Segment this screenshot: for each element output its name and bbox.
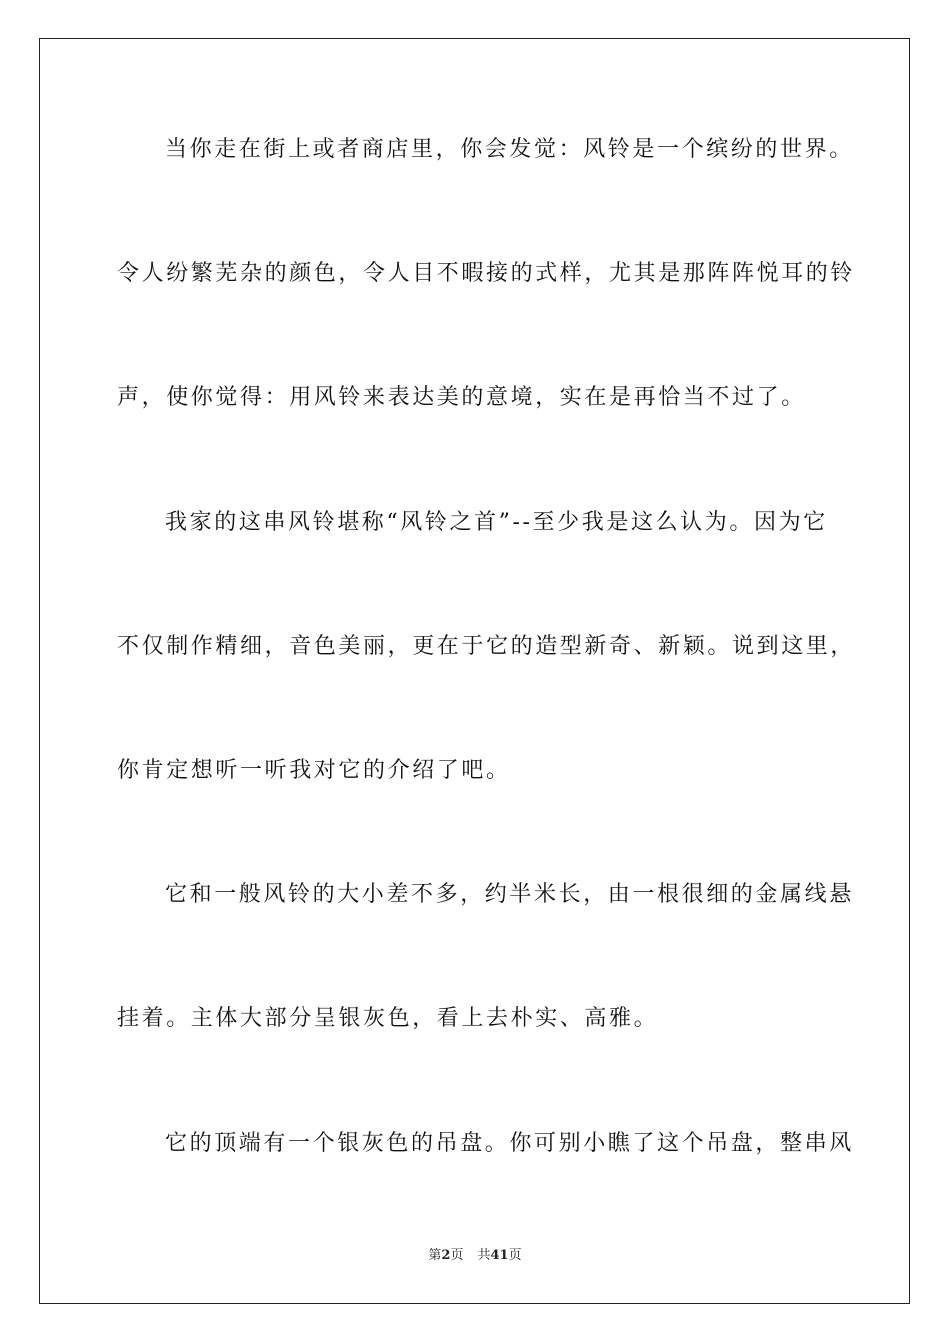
paragraph-1-line-1: 当你走在街上或者商店里，你会发觉：风铃是一个缤纷的世界。 <box>165 137 854 162</box>
footer-page-prefix: 第 <box>428 1248 442 1263</box>
paragraph-3-line-1: 它和一般风铃的大小差不多，约半米长，由一根很细的金属线悬 <box>165 882 854 907</box>
paragraph-2-line-3: 你肯定想听一听我对它的介绍了吧。 <box>117 758 511 783</box>
paragraph-2-line-1: 我家的这串风铃堪称“风铃之首”--至少我是这么认为。因为它 <box>165 510 828 535</box>
paragraph-3-line-2: 挂着。主体大部分呈银灰色，看上去朴实、高雅。 <box>117 1006 659 1031</box>
footer-page-suffix: 页 <box>450 1248 464 1263</box>
paragraph-4-line-1: 它的顶端有一个银灰色的吊盘。你可别小瞧了这个吊盘，整串风 <box>165 1131 854 1156</box>
footer-total-suffix: 页 <box>508 1248 522 1263</box>
footer-total-pages: 41 <box>490 1248 509 1263</box>
footer-page-number: 2 <box>441 1248 451 1263</box>
page-footer <box>0 1247 950 1265</box>
page-border <box>39 38 910 1304</box>
paragraph-2-line-2: 不仅制作精细，音色美丽，更在于它的造型新奇、新颖。说到这里， <box>117 634 856 659</box>
paragraph-1-line-3: 声，使你觉得：用风铃来表达美的意境，实在是再恰当不过了。 <box>117 385 806 410</box>
footer-total-prefix: 共 <box>477 1248 491 1263</box>
paragraph-1-line-2: 令人纷繁芜杂的颜色，令人目不暇接的式样，尤其是那阵阵悦耳的铃 <box>117 261 856 286</box>
